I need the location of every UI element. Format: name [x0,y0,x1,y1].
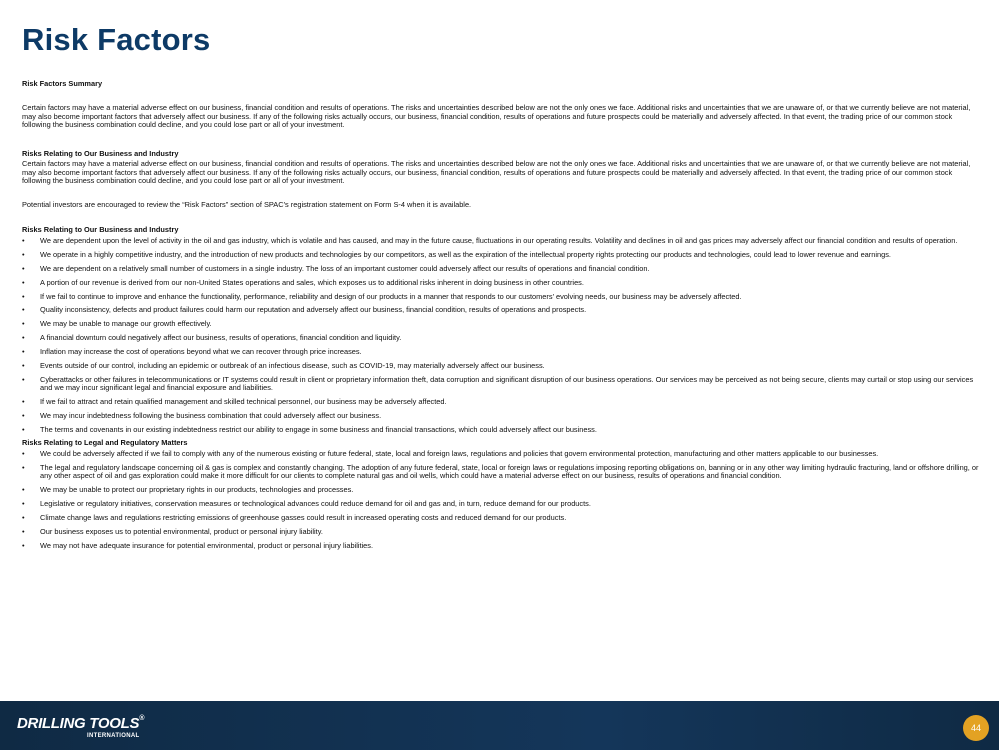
list-item [22,265,979,273]
list-item-text: A financial downturn could negatively affect our business, results of operations, financial condition and liquidity. [40,333,402,343]
legal-risks-list [22,450,979,550]
list-item-text: If we fail to attract and retain qualified management and skilled technical personnel, our business may be adversely affected. [40,397,447,407]
list-item [22,464,979,481]
list-item-text: We could be adversely affected if we fail to comply with any of the numerous existing or future federal, state, local and foreign laws, regulations and policies that govern environmental protection, manufacturing and other matters applicable to our businesses. [40,449,879,459]
list-item [22,500,979,508]
list-item-text: We are dependent upon the level of activity in the oil and gas industry, which is volatile and has caused, and may in the future cause, fluctuations in our operating results. Volatility and declines in oil and gas prices may adversely affect our financial condition and results of operation. [40,235,958,245]
bullet-marker: • [22,305,25,315]
list-item [22,514,979,522]
list-item [22,348,979,356]
bullet-marker: • [22,374,25,384]
list-item [22,426,979,434]
bullet-marker: • [22,263,25,273]
summary-paragraph: Certain factors may have a material adverse effect on our business, financial condition and results of operations. The risks and uncertainties described below are not the only ones we face. Additional risks and uncertainties that we are unaware of, or that we currently believe are not material, may also become important factors that adversely affect our business. If any of the following risks actually occurs, our business, financial condition, results of operations and future prospects could be materially and adversely affected. In that event, the trading price of our common stock following the business combination could decline, and you could lose part or all of your investment. [22,103,971,129]
bullet-marker: • [22,319,25,329]
list-item-text: Quality inconsistency, defects and product failures could harm our reputation and adversely affect our business, financial condition, results of operations and prospects. [40,305,587,315]
bullet-marker: • [22,499,25,508]
footer-bar [0,701,999,750]
list-item [22,279,979,287]
list-item [22,542,979,550]
list-item-text: We are dependent on a relatively small number of customers in a single industry. The loss of an important customer could adversely affect our results of operations and financial condition. [40,263,650,273]
list-item [22,320,979,328]
list-item-text: Our business exposes us to potential environmental, product or personal injury liability. [40,526,323,536]
list-item-text: Cyberattacks or other failures in telecommunications or IT systems could result in client or proprietary information theft, data corruption and significant disruption of our business operations. Our services may be perceived as not being secure, clients may curtail or stop using our services and we may incur significant legal and financial exposure and liabilities. [40,374,974,393]
list-item-text: The terms and covenants in our existing indebtedness restrict our ability to engage in some business and financial transactions, which could adversely affect our business. [40,424,597,434]
logo-wordmark: DRILLING TOOLS® [17,715,145,732]
list-item-text: We may incur indebtedness following the business combination that could adversely affect our business. [40,410,382,420]
business-risks-heading: Risks Relating to Our Business and Industry [22,224,179,234]
business-intro-heading: Risks Relating to Our Business and Industry [22,149,179,159]
list-item-text: If we fail to continue to improve and enhance the functionality, performance, reliability and design of our products in a manner that responds to our customers’ evolving needs, our business may be adversely affected. [40,291,742,301]
logo-subtitle: INTERNATIONAL [87,733,140,739]
summary-heading: Risk Factors Summary [22,79,103,88]
bullet-marker: • [22,424,25,434]
list-item [22,450,979,458]
legal-risks-heading: Risks Relating to Legal and Regulatory Matters [22,437,188,447]
list-item-text: We may not have adequate insurance for potential environmental, product or personal injury liabilities. [40,540,374,550]
list-item-text: The legal and regulatory landscape concerning oil & gas is complex and constantly changing. The adoption of any future federal, state, local or foreign laws or regulations imposing reporting obligations on, banning or in any other way limiting hydraulic fracturing, land or offshore drilling, or any other aspect of oil and gas exploration could make it more difficult for our clients to complete natural gas and oil wells, which could have a material adverse effect on our business, results of operations and financial condition. [40,462,979,481]
list-item-text: We may be unable to protect our proprietary rights in our products, technologies and processes. [40,485,354,495]
list-item-text: Legislative or regulatory initiatives, conservation measures or technological advances could reduce demand for oil and gas and, in turn, reduce demand for our products. [40,499,591,508]
list-item [22,293,979,301]
bullet-marker: • [22,291,25,301]
document-body [22,80,979,556]
bullet-marker: • [22,347,25,357]
bullet-marker: • [22,485,25,495]
list-item [22,412,979,420]
list-item [22,398,979,406]
list-item [22,306,979,314]
bullet-marker: • [22,333,25,343]
page-title: Risk Factors [22,22,211,57]
bullet-marker: • [22,512,25,522]
list-item [22,362,979,370]
list-item-text: Events outside of our control, including an epidemic or outbreak of an infectious disease, such as COVID-19, may materially adversely affect our business. [40,360,545,370]
business-risks-list [22,237,979,434]
investors-note: Potential investors are encouraged to review the “Risk Factors” section of SPAC’s registration statement on Form S-4 when it is available. [22,200,472,210]
bullet-marker: • [22,526,25,536]
bullet-marker: • [22,249,25,259]
bullet-marker: • [22,397,25,407]
list-item-text: A portion of our revenue is derived from our non-United States operations and sales, which exposes us to additional risks inherent in doing business in other countries. [40,277,584,287]
bullet-marker: • [22,449,25,459]
list-item [22,376,979,393]
bullet-marker: • [22,540,25,550]
list-item-text: Inflation may increase the cost of operations beyond what we can recover through price increases. [40,347,362,357]
business-intro-paragraph: Certain factors may have a material adverse effect on our business, financial condition and results of operations. The risks and uncertainties described below are not the only ones we face. Additional risks and uncertainties that we are unaware of, or that we currently believe are not material, may also become important factors that adversely affect our business. If any of the following risks actually occurs, our business, financial condition, results of operations and future prospects could be materially and adversely affected. In that event, the trading price of our common stock following the business combination could decline, and you could lose part or all of your investment. [22,159,971,186]
list-item [22,251,979,259]
bullet-marker: • [22,462,25,472]
bullet-marker: • [22,277,25,287]
list-item-text: We may be unable to manage our growth effectively. [40,319,212,329]
list-item-text: Climate change laws and regulations restricting emissions of greenhouse gasses could result in increased operating costs and reduced demand for our products. [40,512,567,522]
list-item [22,486,979,494]
bullet-marker: • [22,410,25,420]
company-logo [17,715,145,739]
bullet-marker: • [22,235,25,245]
list-item [22,237,979,245]
list-item-text: We operate in a highly competitive industry, and the introduction of new products and technologies by our competitors, as well as the expiration of the intellectual property rights protecting our products and technologies, could lead to lower revenue and earnings. [40,249,891,259]
bullet-marker: • [22,360,25,370]
list-item [22,334,979,342]
page-number-badge: 44 [963,715,989,741]
list-item [22,528,979,536]
